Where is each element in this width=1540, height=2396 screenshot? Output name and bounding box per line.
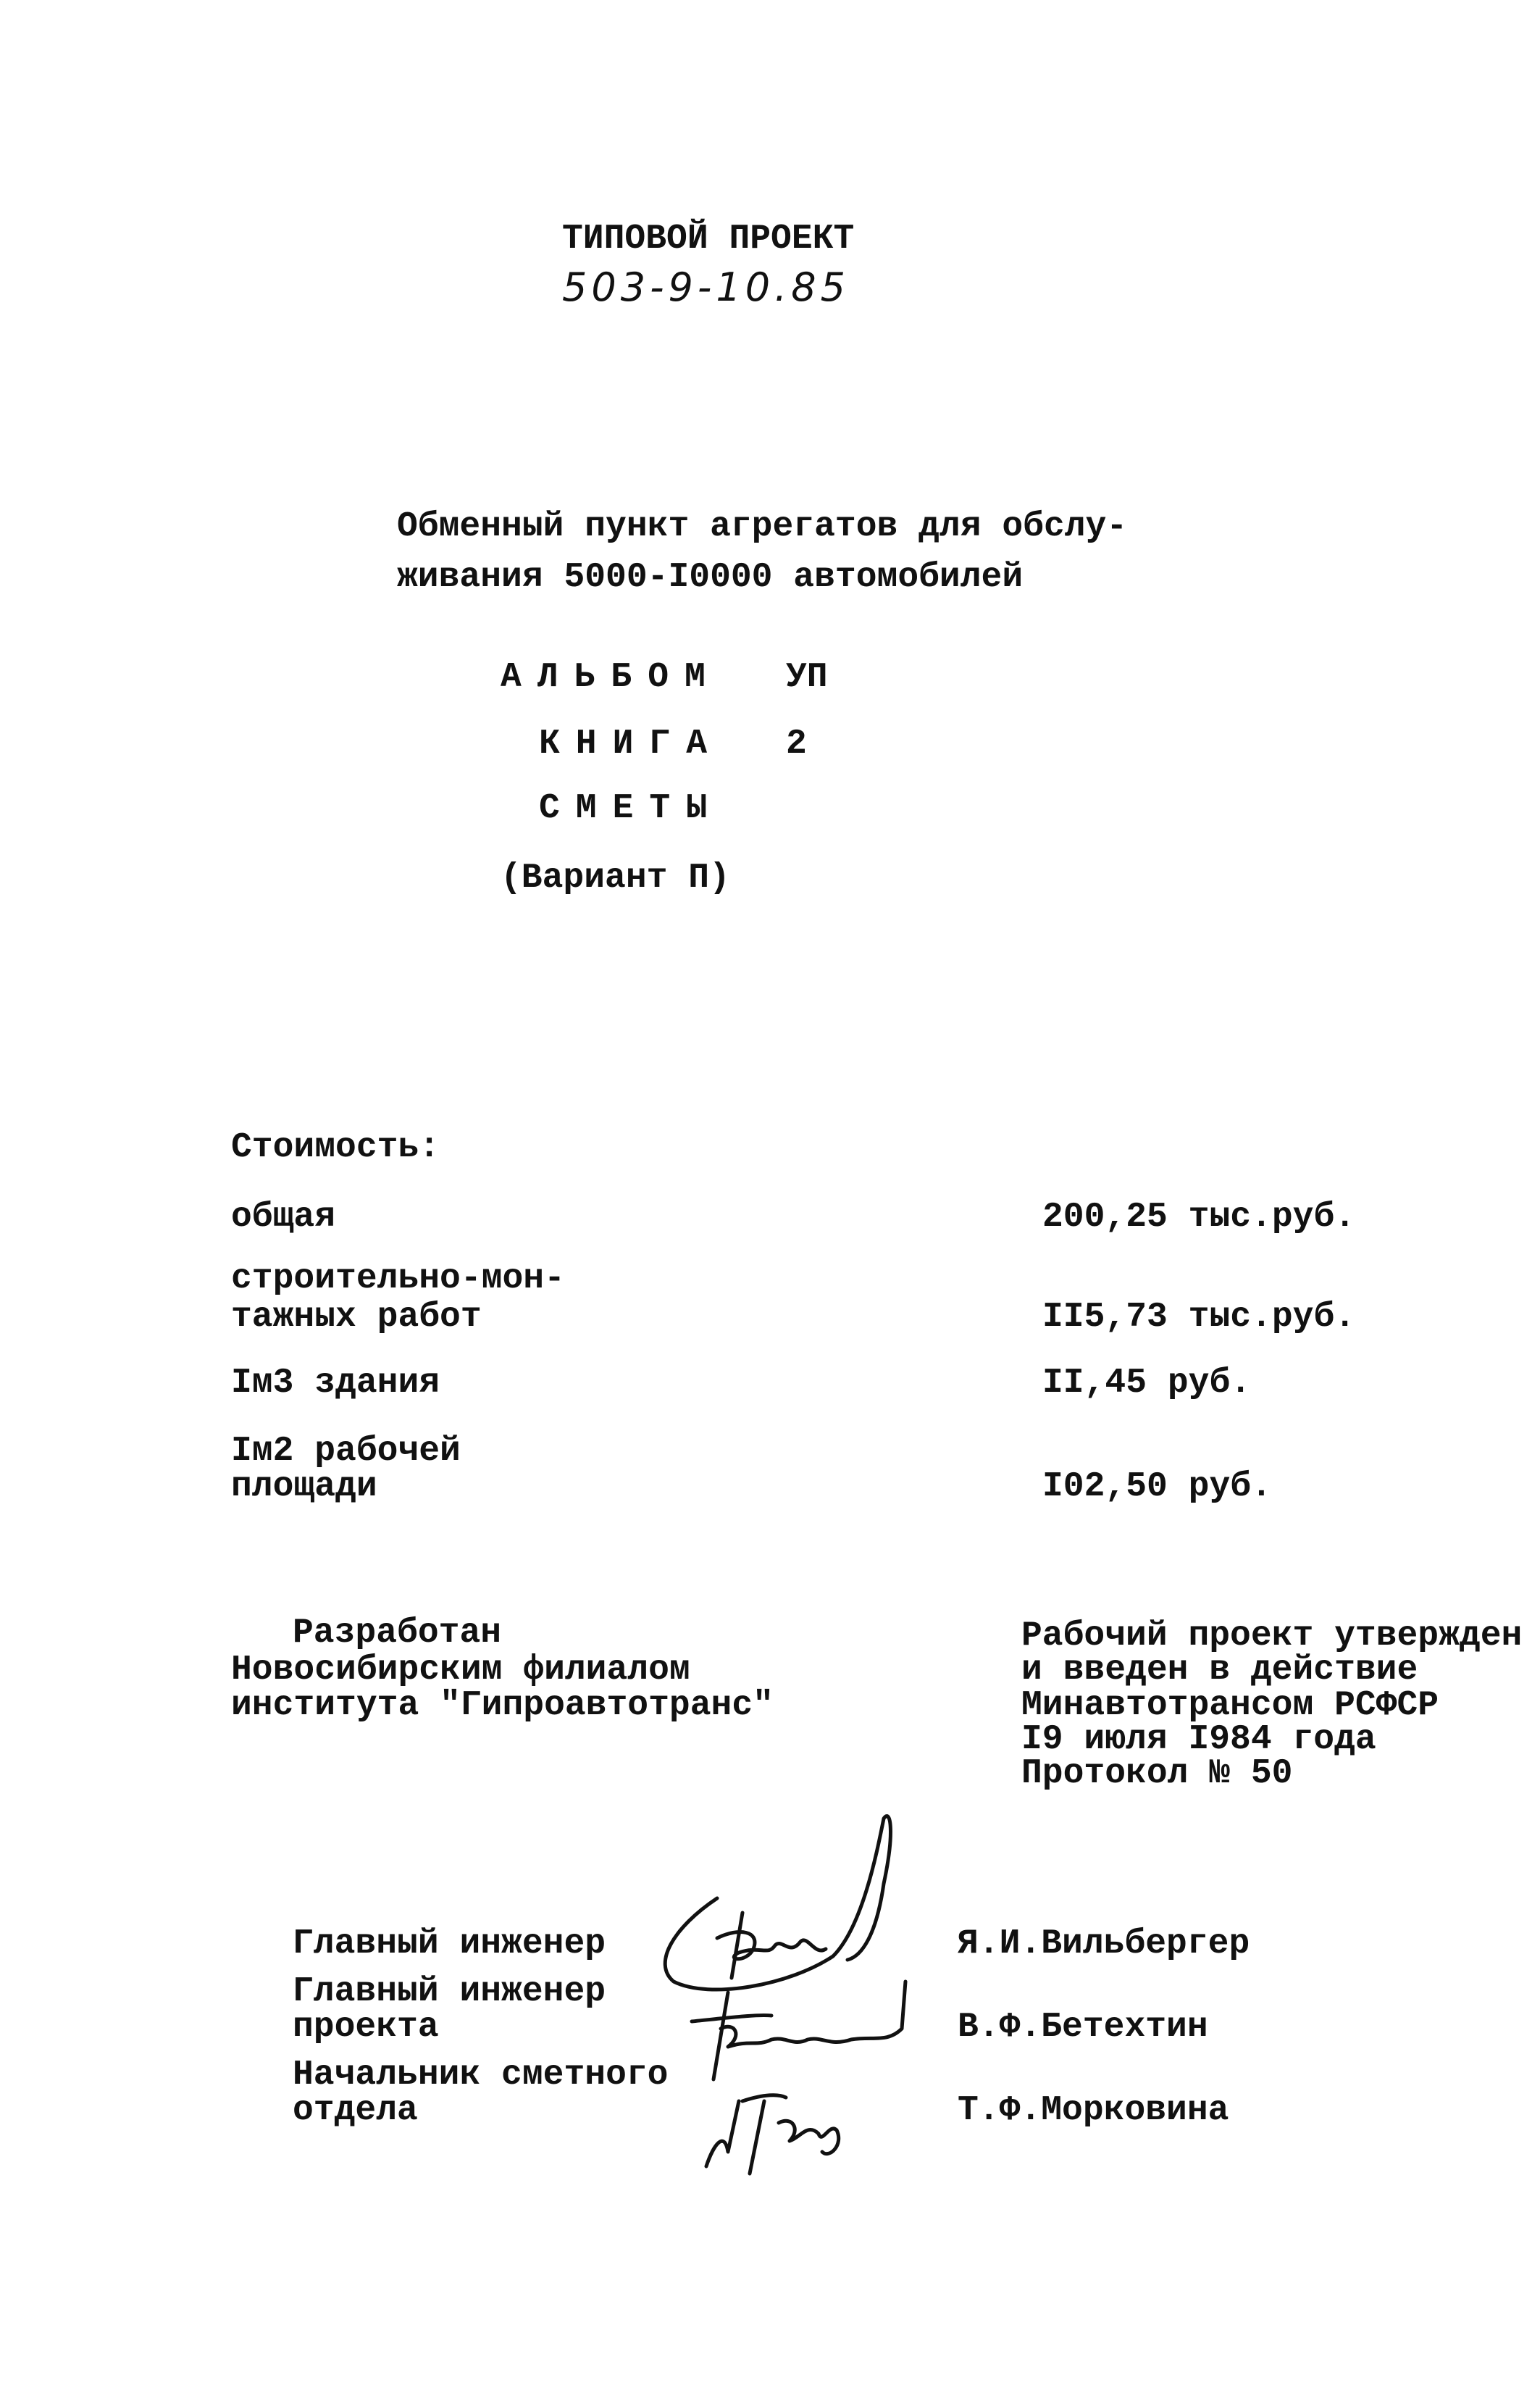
signature-2	[685, 1978, 924, 2087]
cost-value-m2: I02,50 руб.	[1042, 1467, 1272, 1506]
album-label: АЛЬБОМ	[501, 658, 721, 697]
cost-heading: Стоимость:	[231, 1128, 440, 1167]
cost-label-construction-2: тажных работ	[231, 1298, 482, 1337]
cost-value-construction: II5,73 тыс.руб.	[1042, 1298, 1356, 1337]
approval-line-5: Протокол № 50	[1021, 1754, 1293, 1793]
developer-line-3: института "Гипроавтотранс"	[231, 1686, 774, 1725]
cost-label-total: общая	[231, 1198, 336, 1237]
approval-line-1: Рабочий проект утвержден	[1021, 1616, 1523, 1656]
signatory-3-position-2: отдела	[293, 2091, 418, 2130]
signatory-2-name: В.Ф.Бетехтин	[958, 2008, 1208, 2047]
approval-line-2: и введен в действие	[1021, 1650, 1418, 1690]
signatory-2-position-2: проекта	[293, 2008, 439, 2047]
signatory-3-name: Т.Ф.Морковина	[958, 2091, 1229, 2130]
developer-line-1: Разработан	[293, 1614, 502, 1653]
book-value: 2	[786, 725, 807, 764]
signature-1	[645, 1811, 949, 2000]
cost-label-m3: Iм3 здания	[231, 1364, 440, 1403]
project-number: 503-9-10.85	[562, 264, 850, 310]
variant-label: (Вариант П)	[501, 859, 730, 898]
signature-3	[699, 2079, 858, 2181]
signatory-1-name: Я.И.Вильбергер	[958, 1924, 1250, 1963]
cost-label-m2-2: площади	[231, 1467, 377, 1506]
cost-label-m2-1: Iм2 рабочей	[231, 1432, 461, 1471]
document-type-title: ТИПОВОЙ ПРОЕКТ	[562, 220, 855, 259]
signatory-2-position-1: Главный инженер	[293, 1972, 606, 2011]
cost-value-total: 200,25 тыс.руб.	[1042, 1198, 1356, 1237]
book-label: КНИГА	[539, 725, 724, 764]
approval-line-3: Минавтотрансом РСФСР	[1021, 1686, 1439, 1725]
section-title: СМЕТЫ	[539, 789, 724, 828]
cost-value-m3: II,45 руб.	[1042, 1364, 1252, 1403]
approval-line-4: I9 июля I984 года	[1021, 1720, 1376, 1759]
subject-line-1: Обменный пункт агрегатов для обслу-	[397, 507, 1128, 546]
developer-line-2: Новосибирским филиалом	[231, 1650, 690, 1690]
cost-label-construction-1: строительно-мон-	[231, 1259, 565, 1298]
album-value: УП	[786, 658, 828, 697]
subject-line-2: живания 5000-I0000 автомобилей	[397, 558, 1024, 597]
signatory-1-position: Главный инженер	[293, 1924, 606, 1963]
signatory-3-position-1: Начальник сметного	[293, 2055, 669, 2095]
